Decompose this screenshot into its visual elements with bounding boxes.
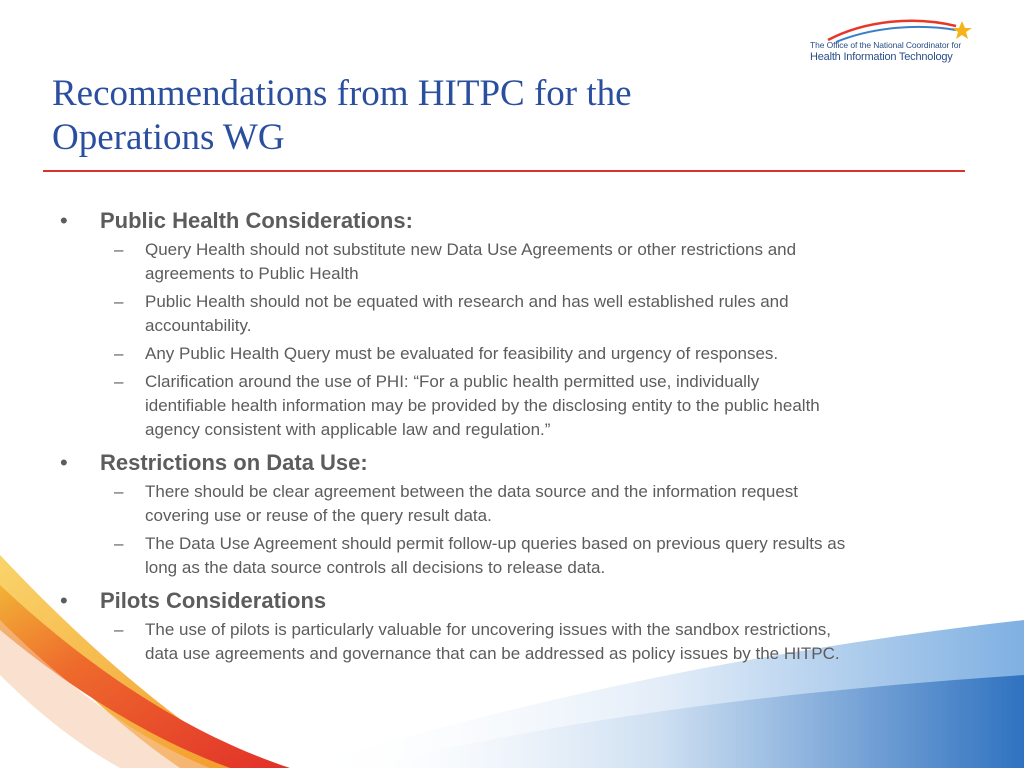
sub-item-line: data use agreements and governance that can be addressed as policy issues by the HITPC. <box>145 644 840 663</box>
heading-text: Restrictions on Data Use: <box>100 450 368 475</box>
sub-item-line: agreements to Public Health <box>145 264 359 283</box>
logo-text-line2: Health Information Technology <box>810 51 953 63</box>
title-line-2: Operations WG <box>52 117 285 158</box>
slide-body <box>60 206 980 672</box>
section-restrictions <box>60 448 980 580</box>
title-line-1: Recommendations from HITPC for the <box>52 73 632 114</box>
sub-item <box>60 238 980 286</box>
section-heading <box>60 206 980 236</box>
bullet-icon: • <box>60 208 68 233</box>
section-heading <box>60 586 980 616</box>
sub-item-list <box>60 238 980 442</box>
dash-icon: – <box>114 344 124 363</box>
sub-item-line: Any Public Health Query must be evaluated for feasibility and urgency of responses. <box>145 344 779 363</box>
bullet-icon: • <box>60 588 68 613</box>
sub-item-line: long as the data source controls all decisions to release data. <box>145 558 606 577</box>
bullet-icon: • <box>60 450 68 475</box>
dash-icon: – <box>114 620 124 639</box>
dash-icon: – <box>114 240 124 259</box>
heading-text: Pilots Considerations <box>100 588 327 613</box>
sub-item-line: There should be clear agreement between the data source and the information request <box>145 482 799 501</box>
section-public-health <box>60 206 980 442</box>
sub-item-line: The Data Use Agreement should permit follow-up queries based on previous query results as <box>145 534 846 553</box>
sub-item-line: Query Health should not substitute new Data Use Agreements or other restrictions and <box>145 240 797 259</box>
logo-text-line1: The Office of the National Coordinator for <box>810 40 962 50</box>
section-pilots <box>60 586 980 666</box>
dash-icon: – <box>114 372 124 391</box>
sub-item-line: Public Health should not be equated with research and has well established rules and <box>145 292 789 311</box>
onc-logo <box>806 18 978 68</box>
dash-icon: – <box>114 482 124 501</box>
sub-item-line: Clarification around the use of PHI: “For a public health permitted use, individually <box>145 372 760 391</box>
sub-item-list <box>60 480 980 580</box>
sub-item-line: agency consistent with applicable law and regulation.” <box>145 420 551 439</box>
heading-text: Public Health Considerations: <box>100 208 413 233</box>
sub-item <box>60 290 980 338</box>
sub-item <box>60 370 980 442</box>
sub-item-line: identifiable health information may be provided by the disclosing entity to the public health <box>145 396 820 415</box>
sub-item-line: accountability. <box>145 316 252 335</box>
dash-icon: – <box>114 534 124 553</box>
section-heading <box>60 448 980 478</box>
sub-item <box>60 532 980 580</box>
slide-title <box>52 72 812 160</box>
title-divider <box>43 170 965 172</box>
sub-item <box>60 480 980 528</box>
sub-item-line: covering use or reuse of the query result data. <box>145 506 492 525</box>
dash-icon: – <box>114 292 124 311</box>
sub-item <box>60 342 980 366</box>
sub-item <box>60 618 980 666</box>
sub-item-line: The use of pilots is particularly valuable for uncovering issues with the sandbox restrictions, <box>145 620 832 639</box>
sub-item-list <box>60 618 980 666</box>
